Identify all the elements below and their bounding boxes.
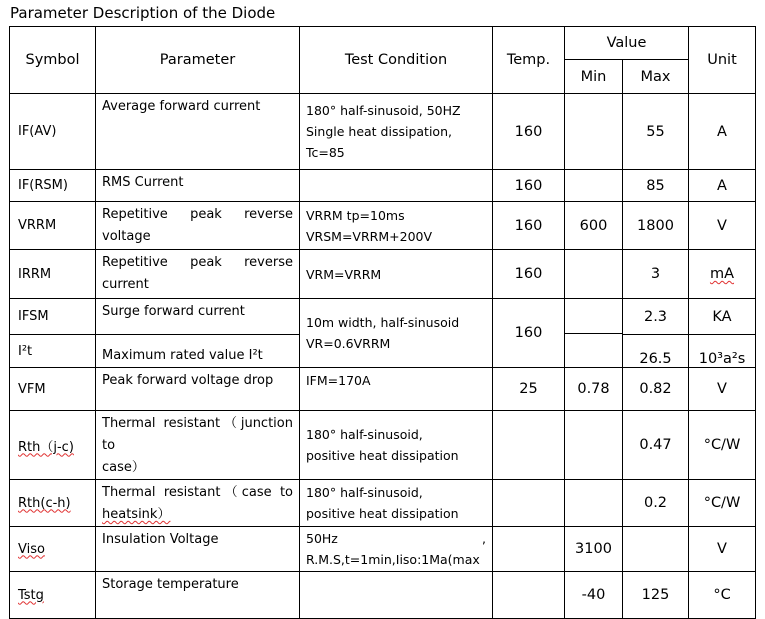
symbol-cell: I²t	[10, 335, 96, 368]
temp-cell: 160	[493, 299, 565, 368]
parameter-text: heatsink）	[102, 507, 171, 522]
symbol-text: Tstg	[18, 587, 44, 603]
min-cell: 600	[565, 202, 623, 250]
diode-parameter-table	[9, 26, 756, 619]
parameter-cell: Storage temperature	[96, 572, 300, 619]
min-cell	[565, 480, 623, 527]
symbol-cell: IF(AV)	[10, 94, 96, 170]
parameter-cell	[96, 480, 300, 527]
symbol-text: Rth（j-c)	[18, 439, 74, 455]
table-row	[10, 527, 756, 572]
condition-line: R.M.S,t=1min,Iiso:1Ma(max	[306, 552, 480, 567]
unit-header: Unit	[689, 27, 756, 94]
test-condition-cell	[300, 527, 493, 572]
temp-cell: 160	[493, 94, 565, 170]
symbol-cell	[10, 527, 96, 572]
temp-cell: 160	[493, 202, 565, 250]
parameter-header: Parameter	[96, 27, 300, 94]
symbol-cell: IRRM	[10, 250, 96, 299]
table-row	[10, 170, 756, 202]
unit-cell: V	[689, 368, 756, 411]
parameter-cell: Insulation Voltage	[96, 527, 300, 572]
temp-header: Temp.	[493, 27, 565, 94]
test-condition-cell	[300, 299, 493, 368]
parameter-line: Thermal resistant（case to	[102, 485, 293, 500]
parameter-cell: RMS Current	[96, 170, 300, 202]
parameter-cell	[96, 250, 300, 299]
condition-line: Tc=85	[306, 145, 345, 160]
test-condition-cell: IFM=170A	[300, 368, 493, 411]
unit-cell: 10³a²s	[689, 335, 756, 368]
document-title: Parameter Description of the Diode	[10, 4, 276, 22]
table-row	[10, 250, 756, 299]
symbol-cell: IF(RSM)	[10, 170, 96, 202]
parameter-cell	[96, 411, 300, 480]
condition-line: VRRM tp=10ms	[306, 207, 405, 223]
test-condition-cell	[300, 202, 493, 250]
value-header: Value	[565, 27, 689, 60]
test-condition-cell	[300, 170, 493, 202]
test-condition-cell	[300, 480, 493, 527]
parameter-cell	[96, 202, 300, 250]
parameter-line: case）	[102, 460, 145, 475]
max-header: Max	[623, 60, 689, 94]
cell-divider	[565, 333, 622, 334]
min-cell	[565, 170, 623, 202]
parameter-line: Repetitive peak reverse	[102, 255, 293, 270]
unit-cell: KA	[689, 299, 756, 335]
unit-cell: °C/W	[689, 411, 756, 480]
symbol-cell	[10, 411, 96, 480]
max-cell	[623, 527, 689, 572]
symbol-text: Viso	[18, 541, 45, 557]
parameter-cell: Average forward current	[96, 94, 300, 170]
min-header: Min	[565, 60, 623, 94]
min-cell: -40	[565, 572, 623, 619]
min-cell	[565, 94, 623, 170]
condition-line: 180° half-sinusoid, 50HZ	[306, 103, 461, 118]
condition-line: positive heat dissipation	[306, 506, 459, 521]
unit-cell: V	[689, 527, 756, 572]
test-condition-cell: VRM=VRRM	[300, 250, 493, 299]
condition-line: Single heat dissipation,	[306, 124, 452, 139]
min-cell	[565, 250, 623, 299]
symbol-cell: VRRM	[10, 202, 96, 250]
min-cell: 3100	[565, 527, 623, 572]
max-cell: 55	[623, 94, 689, 170]
condition-line: 50Hz ,	[306, 531, 486, 546]
max-cell: 0.2	[623, 480, 689, 527]
parameter-line: Thermal resistant（junction to	[102, 416, 293, 453]
temp-cell	[493, 527, 565, 572]
symbol-cell	[10, 480, 96, 527]
condition-line: VRSM=VRRM+200V	[306, 228, 433, 244]
parameter-line	[102, 504, 293, 526]
max-cell: 0.82	[623, 368, 689, 411]
unit-cell: V	[689, 202, 756, 250]
max-cell: 0.47	[623, 411, 689, 480]
min-cell	[565, 299, 623, 368]
max-cell: 2.3	[623, 299, 689, 335]
condition-line	[306, 312, 486, 333]
parameter-line: current	[102, 277, 149, 292]
temp-cell: 25	[493, 368, 565, 411]
max-cell: 85	[623, 170, 689, 202]
unit-cell: A	[689, 94, 756, 170]
parameter-line: voltage	[102, 229, 151, 244]
max-cell: 125	[623, 572, 689, 619]
condition-text: 10m width, half-sinusoid	[306, 315, 460, 330]
table-row	[10, 572, 756, 619]
header-row	[10, 27, 756, 60]
temp-cell	[493, 480, 565, 527]
temp-cell: 160	[493, 170, 565, 202]
unit-cell: °C/W	[689, 480, 756, 527]
test-condition-cell	[300, 411, 493, 480]
unit-text: mA	[709, 266, 735, 282]
min-cell: 0.78	[565, 368, 623, 411]
condition-line: VR=0.6VRRM	[306, 336, 391, 351]
parameter-line: Repetitive peak reverse	[102, 207, 293, 222]
table-row	[10, 368, 756, 411]
symbol-text: Rth(c-h)	[18, 495, 71, 511]
min-cell	[565, 411, 623, 480]
condition-line: 180° half-sinusoid,	[306, 427, 423, 442]
symbol-cell: IFSM	[10, 299, 96, 335]
temp-cell: 160	[493, 250, 565, 299]
test-condition-cell	[300, 572, 493, 619]
symbol-cell: VFM	[10, 368, 96, 411]
condition-line: positive heat dissipation	[306, 448, 459, 463]
table-row	[10, 94, 756, 170]
temp-cell	[493, 411, 565, 480]
table-row	[10, 411, 756, 480]
max-cell: 26.5	[623, 335, 689, 368]
table-row	[10, 202, 756, 250]
parameter-cell: Surge forward current	[96, 299, 300, 335]
max-cell: 1800	[623, 202, 689, 250]
table-row	[10, 480, 756, 527]
unit-cell: A	[689, 170, 756, 202]
symbol-cell	[10, 572, 96, 619]
symbol-header: Symbol	[10, 27, 96, 94]
table-row	[10, 299, 756, 335]
condition-line: 180° half-sinusoid,	[306, 485, 423, 500]
test-condition-cell	[300, 94, 493, 170]
parameter-cell: Maximum rated value I²t	[96, 335, 300, 368]
max-cell: 3	[623, 250, 689, 299]
unit-cell	[689, 250, 756, 299]
test-condition-header: Test Condition	[300, 27, 493, 94]
parameter-cell: Peak forward voltage drop	[96, 368, 300, 411]
temp-cell	[493, 572, 565, 619]
unit-cell: °C	[689, 572, 756, 619]
